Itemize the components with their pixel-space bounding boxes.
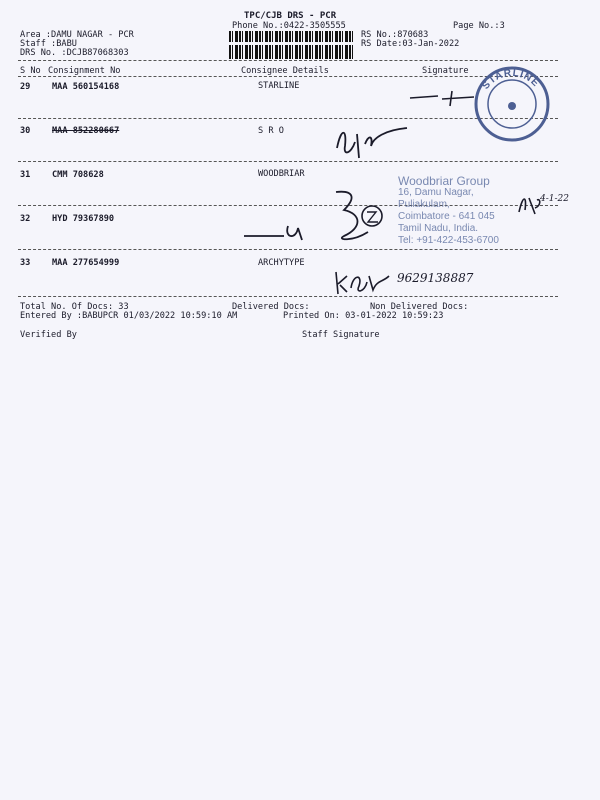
- signature-33: [333, 268, 393, 296]
- row-divider: [18, 161, 558, 162]
- header-divider: [18, 60, 558, 61]
- woodbriar-stamp: Woodbriar Group 16, Damu Nagar, Puliakulam, Coimbatore - 641 045 Tamil Nadu, India. Tel: +91-422-453-6700: [398, 174, 499, 246]
- staff-label: Staff :BABU: [20, 39, 77, 49]
- row-consignment: CMM 708628: [52, 170, 104, 180]
- handwritten-date: 4-1-22: [540, 194, 569, 204]
- row-divider: [18, 249, 558, 250]
- col-signature: Signature: [422, 66, 469, 76]
- svg-text:STARLINE: STARLINE: [480, 67, 542, 92]
- page-number: Page No.:3: [453, 21, 505, 31]
- row-consignee: STARLINE: [258, 81, 300, 91]
- staff-signature: Staff Signature: [302, 330, 380, 340]
- row-sno: 29: [20, 82, 31, 92]
- entered-by: Entered By :BABUPCR 01/03/2022 10:59:10 AM: [20, 311, 238, 321]
- rs-date: RS Date:03-Jan-2022: [361, 39, 460, 49]
- row-sno: 33: [20, 258, 31, 268]
- phone-number: Phone No.:0422-3505555: [232, 21, 346, 31]
- col-consignee: Consignee Details: [241, 66, 329, 76]
- signature-29: [408, 88, 478, 108]
- col-consignment: Consignment No: [48, 66, 121, 76]
- area-label: Area :DAMU NAGAR - PCR: [20, 30, 134, 40]
- row-sno: 32: [20, 214, 31, 224]
- row-consignee: S R O: [258, 126, 284, 136]
- barcode: [229, 31, 355, 59]
- verified-by: Verified By: [20, 330, 77, 340]
- row-consignment: MAA 560154168: [52, 82, 120, 92]
- row-consignment: MAA 852280667: [52, 126, 120, 136]
- row-consignee: WOODBRIAR: [258, 169, 305, 179]
- signature-32: [244, 188, 394, 248]
- handwritten-phone: 9629138887: [397, 271, 474, 285]
- row-sno: 30: [20, 126, 31, 136]
- printed-on: Printed On: 03-01-2022 10:59:23: [283, 311, 444, 321]
- footer-divider: [18, 296, 558, 297]
- row-consignment: HYD 79367890: [52, 214, 115, 224]
- col-sno: S No: [20, 66, 41, 76]
- starline-stamp: [472, 64, 552, 144]
- drs-number: DRS No. :DCJB87068303: [20, 48, 129, 58]
- row-consignee: ARCHYTYPE: [258, 258, 305, 268]
- document-title: TPC/CJB DRS - PCR: [244, 11, 337, 21]
- signature-30: [333, 124, 413, 160]
- rs-number: RS No.:870683: [361, 30, 429, 40]
- non-delivered-docs: Non Delivered Docs:: [370, 302, 469, 312]
- total-docs: Total No. Of Docs: 33: [20, 302, 129, 312]
- row-sno: 31: [20, 170, 31, 180]
- row-consignment: MAA 277654999: [52, 258, 120, 268]
- delivered-docs: Delivered Docs:: [232, 302, 310, 312]
